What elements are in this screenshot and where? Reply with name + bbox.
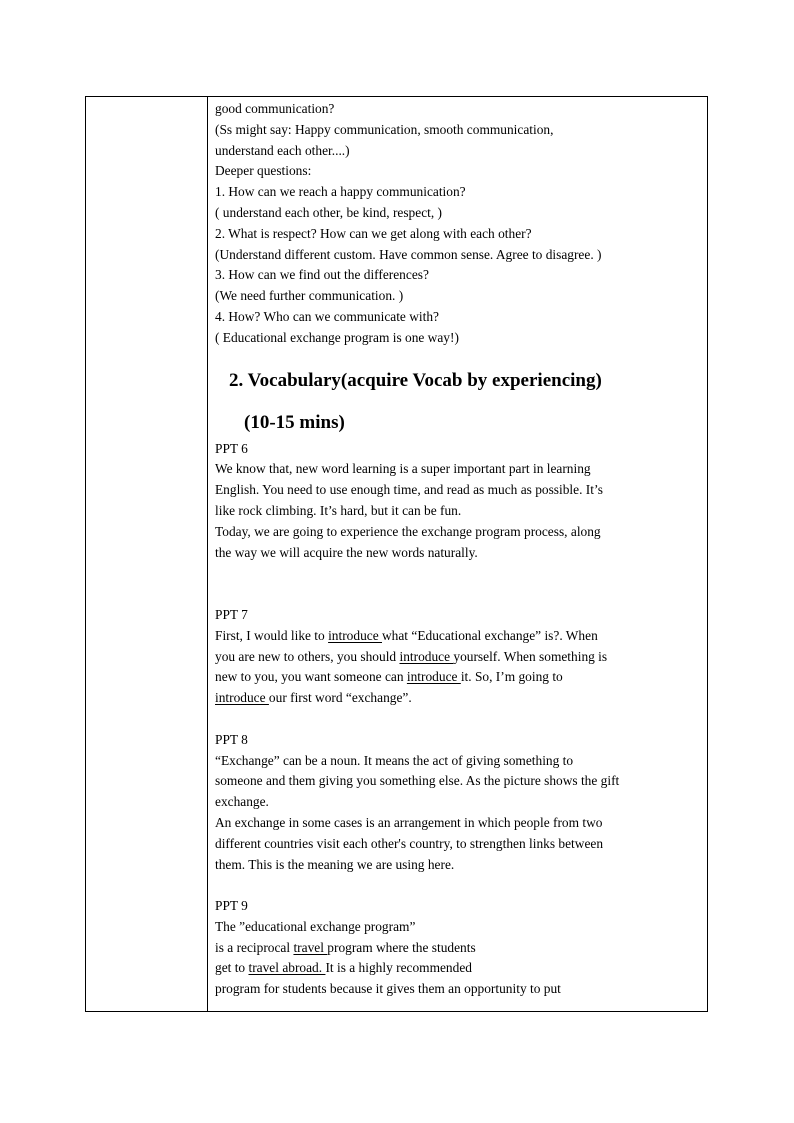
text-line: We know that, new word learning is a super important part in learning [215, 461, 591, 477]
column-divider [207, 97, 208, 1011]
underlined-word: introduce [328, 627, 382, 643]
lesson-content [215, 99, 699, 1000]
text-line: “Exchange” can be a noun. It means the act of giving something to [215, 752, 574, 768]
lesson-plan-table [85, 96, 708, 1012]
text-line: English. You need to use enough time, and read as much as possible. It’s [215, 482, 603, 498]
text-line: someone and them giving you something else. As the picture shows the gift [215, 773, 620, 789]
text-line: ( Educational exchange program is one way!) [215, 329, 459, 345]
communication-questions [215, 99, 699, 349]
slide-label: PPT 9 [215, 898, 248, 914]
text-line: you are new to others, you should introduce yourself. When something is [215, 648, 608, 664]
text-line: understand each other....) [215, 142, 350, 158]
ppt6-block [215, 439, 699, 564]
text-line: Deeper questions: [215, 163, 312, 179]
ppt9-block [215, 896, 699, 1000]
text-line: ( understand each other, be kind, respect, ) [215, 204, 443, 220]
underlined-word: travel [293, 939, 328, 955]
text-line: 4. How? Who can we communicate with? [215, 308, 439, 324]
underlined-word: introduce [399, 648, 454, 664]
underlined-word: introduce [406, 669, 461, 685]
text-line: 1. How can we reach a happy communication? [215, 184, 466, 200]
text-line: the way we will acquire the new words naturally. [215, 544, 478, 560]
text-line: like rock climbing. It’s hard, but it can be fun. [215, 502, 462, 518]
text-line: new to you, you want someone can introduce it. So, I’m going to [215, 669, 563, 685]
text-line: (Ss might say: Happy communication, smooth communication, [215, 121, 554, 137]
underlined-word: introduce [215, 690, 269, 706]
text-line: is a reciprocal travel program where the students [215, 939, 476, 955]
text-line: get to travel abroad. It is a highly recommended [215, 960, 472, 976]
text-line: The ”educational exchange program” [215, 918, 416, 934]
text-line: good communication? [215, 101, 335, 116]
slide-label: PPT 7 [215, 606, 248, 622]
text-line: (We need further communication. ) [215, 288, 404, 304]
ppt7-block [215, 605, 699, 709]
ppt8-block [215, 730, 699, 876]
section-duration: (10-15 mins) [244, 411, 345, 433]
text-line: them. This is the meaning we are using here. [215, 856, 455, 872]
text-line: An exchange in some cases is an arrangement in which people from two [215, 814, 603, 830]
text-line: different countries visit each other's country, to strengthen links between [215, 835, 604, 851]
text-line: program for students because it gives them an opportunity to put [215, 981, 561, 997]
text-line: 2. What is respect? How can we get along with each other? [215, 225, 532, 241]
text-line: First, I would like to introduce what “Educational exchange” is?. When [215, 627, 598, 643]
text-line: introduce our first word “exchange”. [215, 690, 412, 706]
slide-label: PPT 6 [215, 440, 248, 456]
section-heading: 2. Vocabulary(acquire Vocab by experiencing) [229, 369, 602, 391]
underlined-word: travel abroad. [248, 960, 326, 976]
text-line: (Understand different custom. Have common sense. Agree to disagree. ) [215, 246, 602, 262]
text-line: 3. How can we find out the differences? [215, 267, 429, 283]
text-line: Today, we are going to experience the exchange program process, along [215, 523, 601, 539]
text-line: exchange. [215, 794, 269, 810]
slide-label: PPT 8 [215, 731, 248, 747]
